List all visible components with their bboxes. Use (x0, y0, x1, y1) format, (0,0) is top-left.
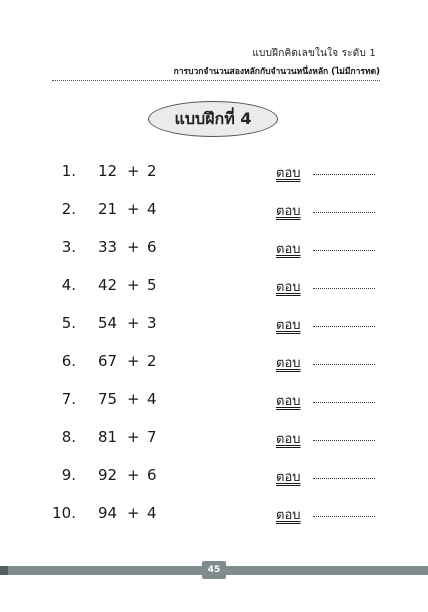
addend-1: 12 (98, 162, 118, 180)
answer-label: ตอบ (276, 280, 301, 295)
problem-row (0, 466, 428, 490)
problem-row (0, 504, 428, 528)
answer-label: ตอบ (276, 318, 301, 333)
problem-number: 4. (61, 276, 76, 294)
addend-1: 94 (98, 504, 118, 522)
problem-number: 10. (52, 504, 76, 522)
problem-row (0, 314, 428, 338)
answer-label: ตอบ (276, 394, 301, 409)
addend-2: 7 (147, 428, 157, 446)
addend-2: 4 (147, 200, 157, 218)
addend-2: 6 (147, 238, 157, 256)
problem-number: 3. (61, 238, 76, 256)
plus-sign: + (127, 428, 140, 446)
addend-2: 5 (147, 276, 157, 294)
answer-blank[interactable] (313, 478, 375, 479)
problem-row (0, 238, 428, 262)
problem-row (0, 390, 428, 414)
plus-sign: + (127, 352, 140, 370)
addend-2: 6 (147, 466, 157, 484)
plus-sign: + (127, 238, 140, 256)
answer-label: ตอบ (276, 356, 301, 371)
problem-number: 8. (61, 428, 76, 446)
answer-blank[interactable] (313, 174, 375, 175)
plus-sign: + (127, 314, 140, 332)
addend-1: 92 (98, 466, 118, 484)
problem-number: 1. (61, 162, 76, 180)
answer-blank[interactable] (313, 364, 375, 365)
problem-number: 7. (61, 390, 76, 408)
plus-sign: + (127, 276, 140, 294)
plus-sign: + (127, 162, 140, 180)
addend-2: 4 (147, 504, 157, 522)
exercise-title: แบบฝึกที่ 4 (148, 101, 278, 137)
answer-label: ตอบ (276, 508, 301, 523)
answer-blank[interactable] (313, 440, 375, 441)
page-number: 45 (202, 561, 226, 579)
addend-1: 33 (98, 238, 118, 256)
addend-1: 81 (98, 428, 118, 446)
problem-number: 5. (61, 314, 76, 332)
addend-2: 2 (147, 352, 157, 370)
answer-blank[interactable] (313, 516, 375, 517)
answer-label: ตอบ (276, 242, 301, 257)
header-divider (52, 80, 380, 81)
addend-2: 4 (147, 390, 157, 408)
answer-label: ตอบ (276, 166, 301, 181)
problem-row (0, 352, 428, 376)
answer-blank[interactable] (313, 212, 375, 213)
addend-1: 75 (98, 390, 118, 408)
problem-number: 9. (61, 466, 76, 484)
addend-1: 21 (98, 200, 118, 218)
problem-row (0, 276, 428, 300)
answer-label: ตอบ (276, 470, 301, 485)
footer-notch (0, 566, 8, 575)
answer-blank[interactable] (313, 250, 375, 251)
problem-row (0, 162, 428, 186)
problem-row (0, 428, 428, 452)
answer-blank[interactable] (313, 402, 375, 403)
header-line2: การบวกจำนวนสองหลักกับจำนวนหนึ่งหลัก (ไม่มีการทด) (173, 67, 380, 77)
problem-number: 2. (61, 200, 76, 218)
answer-blank[interactable] (313, 326, 375, 327)
problem-number: 6. (61, 352, 76, 370)
addend-2: 2 (147, 162, 157, 180)
plus-sign: + (127, 390, 140, 408)
answer-label: ตอบ (276, 204, 301, 219)
answer-blank[interactable] (313, 288, 375, 289)
answer-label: ตอบ (276, 432, 301, 447)
addend-1: 54 (98, 314, 118, 332)
plus-sign: + (127, 504, 140, 522)
problem-row (0, 200, 428, 224)
addend-1: 42 (98, 276, 118, 294)
plus-sign: + (127, 466, 140, 484)
header-line1: แบบฝึกคิดเลขในใจ ระดับ 1 (252, 48, 376, 59)
addend-1: 67 (98, 352, 118, 370)
plus-sign: + (127, 200, 140, 218)
addend-2: 3 (147, 314, 157, 332)
